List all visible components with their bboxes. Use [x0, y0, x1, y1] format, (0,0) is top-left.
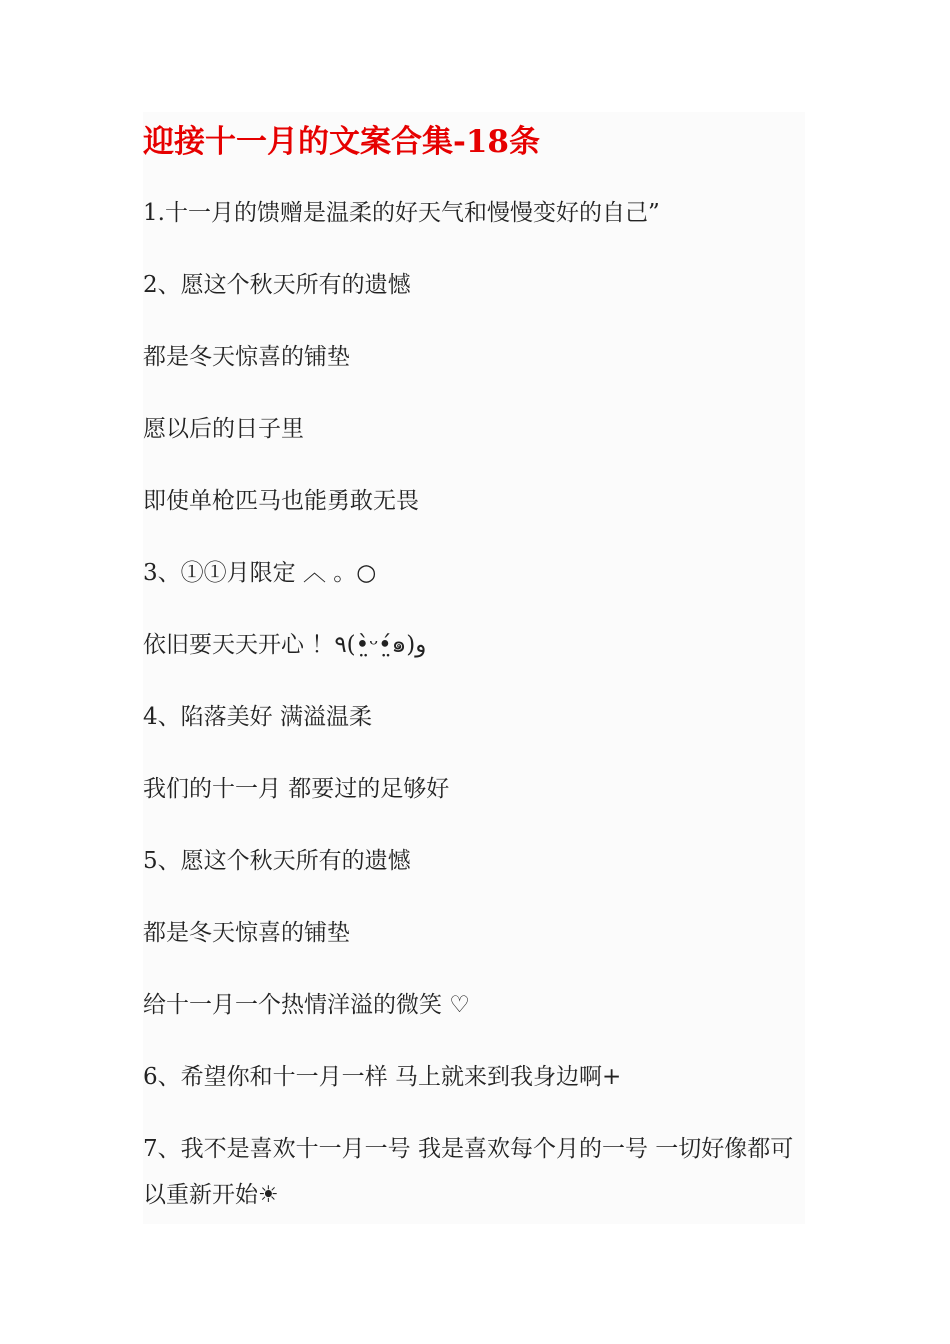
document-title: 迎接十一月的文案合集-18条: [143, 124, 541, 160]
text-line-1: 1.十一月的馈赠是温柔的好天气和慢慢变好的自己”: [143, 200, 660, 226]
document-page: [143, 112, 805, 1224]
text-line-4: 愿以后的日子里: [143, 416, 304, 442]
text-line-13: 6、希望你和十一月一样 马上就来到我身边啊+: [143, 1064, 622, 1090]
text-line-7: 依旧要天天开心 ！٩(•̤̀ᵕ•̤́๑)و: [143, 632, 427, 658]
text-line-11: 都是冬天惊喜的铺垫: [143, 920, 350, 946]
text-line-10: 5、愿这个秋天所有的遗憾: [143, 848, 411, 874]
text-line-14: 7、我不是喜欢十一月一号 我是喜欢每个月的一号 一切好像都可以重新开始☀: [143, 1136, 794, 1208]
text-line-6: 3、①①月限定 ︿ 。○: [143, 560, 377, 586]
text-line-2: 2、愿这个秋天所有的遗憾: [143, 272, 411, 298]
text-line-8: 4、陷落美好 满溢温柔: [143, 704, 372, 730]
text-line-12: 给十一月一个热情洋溢的微笑 ♡: [143, 992, 470, 1018]
text-line-9: 我们的十一月 都要过的足够好: [143, 776, 450, 802]
text-line-3: 都是冬天惊喜的铺垫: [143, 344, 350, 370]
text-line-5: 即使单枪匹马也能勇敢无畏: [143, 488, 419, 514]
